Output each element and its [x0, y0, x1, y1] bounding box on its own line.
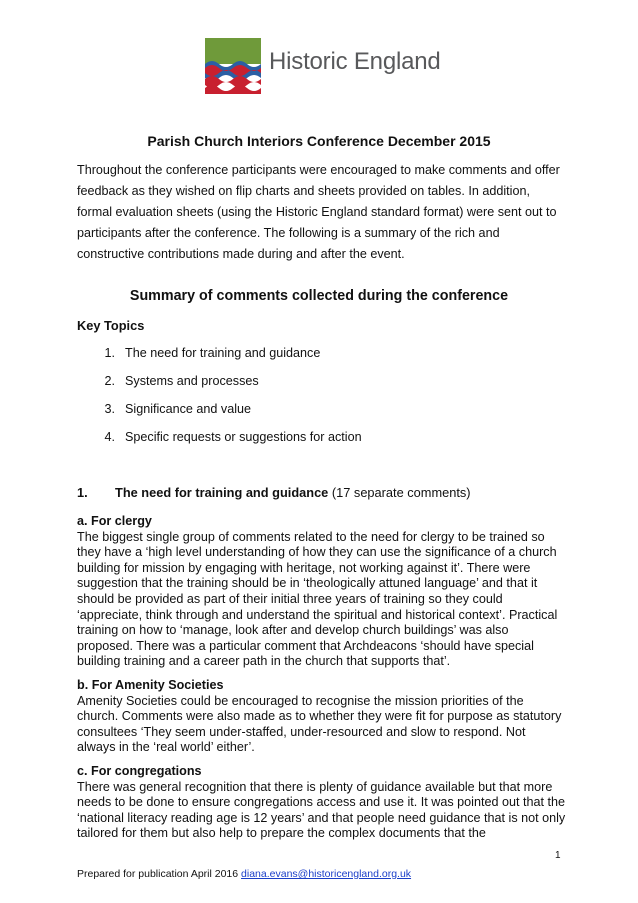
- logo-green-block: [205, 38, 261, 64]
- contact-email-link[interactable]: diana.evans@historicengland.org.uk: [241, 868, 412, 880]
- section-note: (17 separate comments): [328, 485, 471, 500]
- subsection-text: There was general recognition that there is plenty of guidance available but that more needs to be done to ensure congregations access and use it. It was pointed out that the ‘national literacy reading age is 12 years’ and that people need guidance that is not only tailored for them but also help to prepare the complex documents that the: [77, 779, 566, 841]
- key-topics-list: [77, 346, 362, 458]
- section-heading-text: The need for training and guidance: [115, 485, 329, 500]
- list-item: 4. Specific requests or suggestions for action: [104, 430, 362, 444]
- logo-wordmark: Historic England: [269, 48, 441, 75]
- subsection-clergy: [77, 514, 567, 670]
- footer-text: Prepared for publication April 2016: [77, 868, 242, 880]
- subsection-heading: c. For congregations: [77, 764, 202, 778]
- list-item: 3. Significance and value: [104, 402, 252, 416]
- document-title: Parish Church Interiors Conference December 2015: [147, 133, 491, 149]
- subsection-heading: a. For clergy: [77, 514, 152, 528]
- subsection-amenity-societies: [77, 678, 567, 756]
- footer: [77, 868, 411, 880]
- section-number: 1.: [77, 485, 88, 500]
- subsection-text: Amenity Societies could be encouraged to recognise the mission priorities of the church. Comments were also made as to whether they were fit for purpose as statutory consultees ‘They seem under-staffed, under-resourced and slow to respond. Not always in the ‘real world’ either’.: [77, 693, 562, 755]
- page-number: 1: [555, 850, 561, 861]
- list-item: 2. Systems and processes: [104, 374, 259, 388]
- intro-paragraph: Throughout the conference participants were encouraged to make comments and offer feedback as they wished on flip charts and sheets provided on tables. In addition, formal evaluation sheets (using the Historic England standard format) were sent out to participants after the conference. The following is a summary of the rich and constructive contributions made during and after the event.: [77, 163, 560, 261]
- summary-title: Summary of comments collected during the conference: [129, 288, 509, 304]
- logo: [205, 38, 445, 94]
- section-1-heading: [77, 485, 471, 500]
- subsection-congregations: [77, 764, 567, 842]
- list-item: 1. The need for training and guidance: [104, 346, 321, 360]
- historic-england-logo-icon: [205, 38, 261, 94]
- subsection-heading: b. For Amenity Societies: [77, 678, 224, 692]
- key-topics-heading: Key Topics: [77, 318, 145, 333]
- subsection-text: The biggest single group of comments related to the need for clergy to be trained so they have a ‘high level understanding of how they can use the significance of a church building for mission by engaging with heritage, not working against it’. There were suggestion that the training should be in ‘theologically attuned language’ and that it should be provided as part of their initial three years of training so they could ‘appreciate, think through and understand the spiritual and historical context’. Practical training on how to ‘manage, look after and develop church buildings’ was also proposed. There was a particular comment that Archdeacons ‘should have special building training and a career path in the church that supports that’.: [77, 529, 558, 669]
- logo-red-wave-3: [205, 85, 261, 94]
